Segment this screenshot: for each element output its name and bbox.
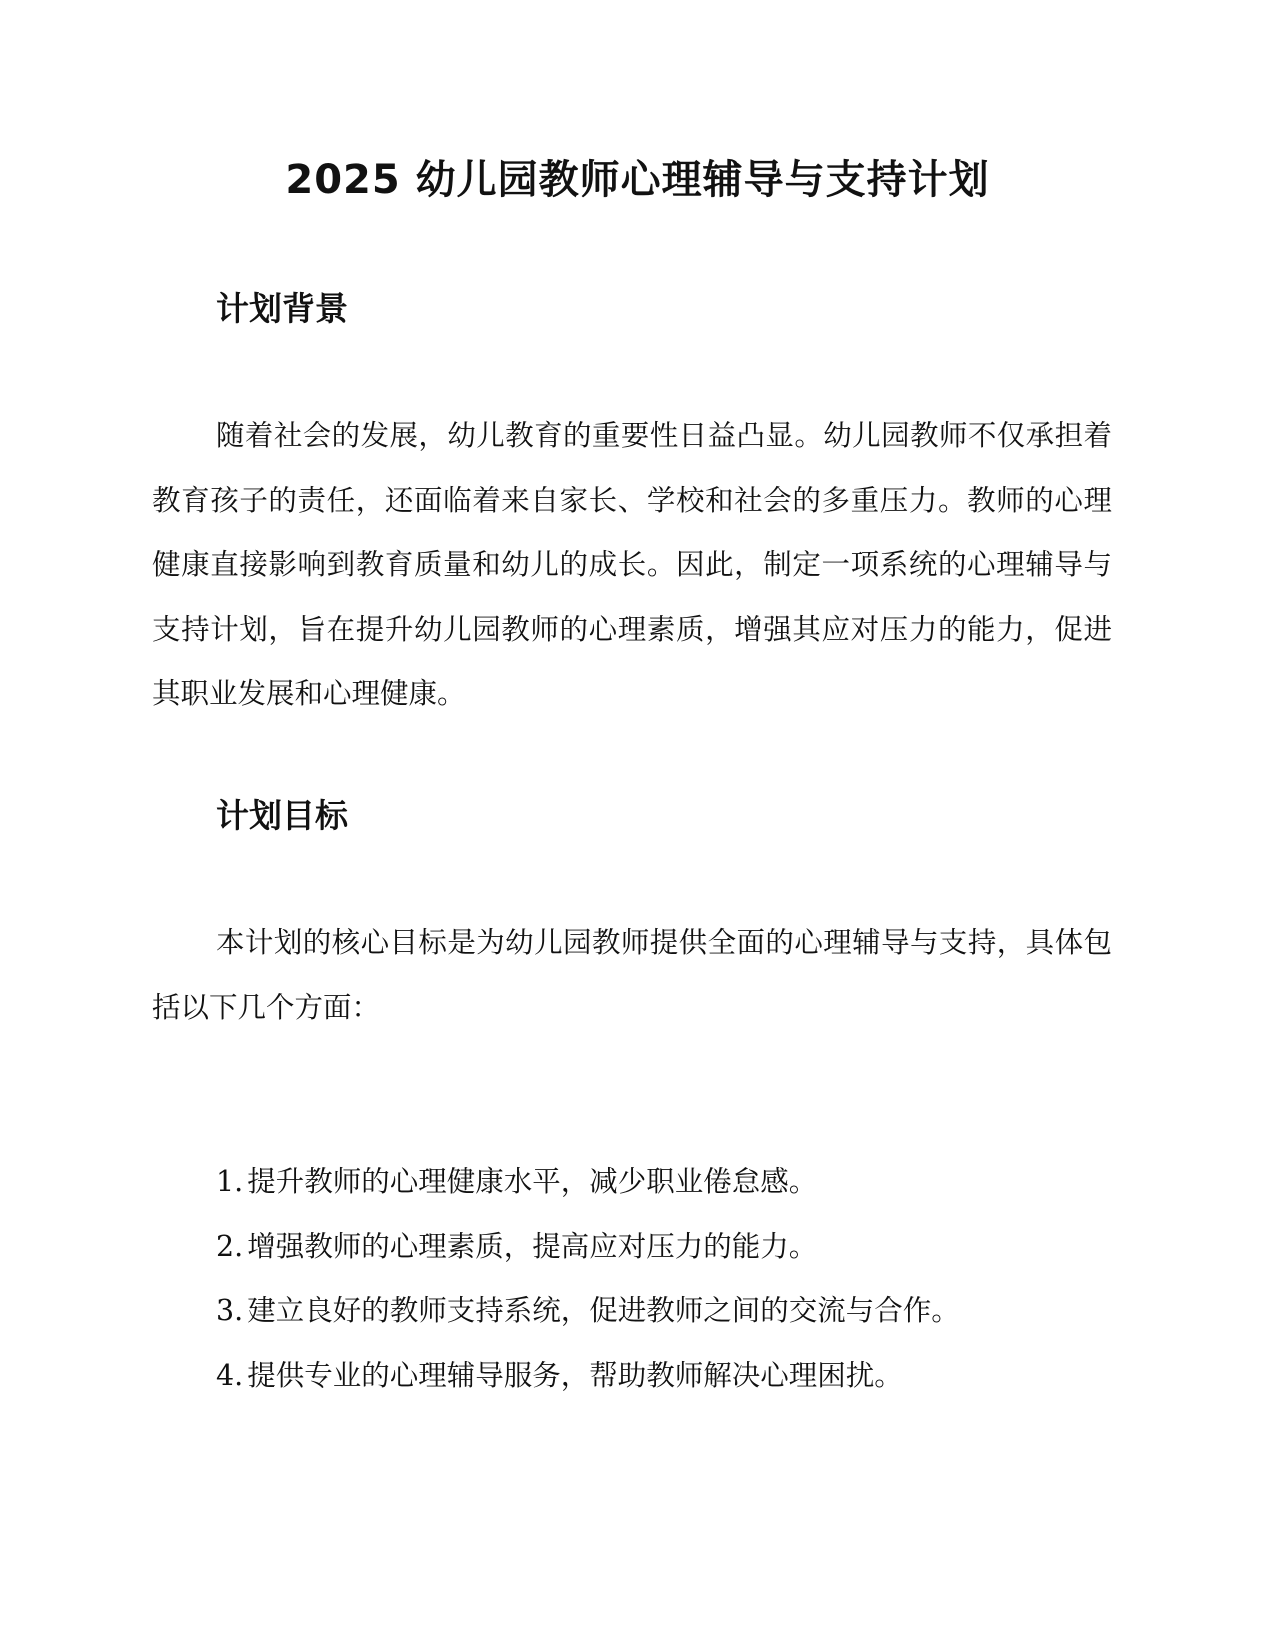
goal-text: 建立良好的教师支持系统，促进教师之间的交流与合作。 xyxy=(247,1294,960,1327)
goal-number: 4. xyxy=(216,1358,244,1392)
goal-number: 3. xyxy=(216,1294,244,1327)
goal-number: 2. xyxy=(216,1229,244,1263)
goal-number: 1. xyxy=(216,1165,244,1198)
goal-item xyxy=(216,1215,960,1280)
goal-item xyxy=(216,1279,960,1344)
document-title: 2025 幼儿园教师心理辅导与支持计划 xyxy=(285,157,990,203)
goals-list xyxy=(216,1150,960,1408)
goal-item xyxy=(216,1150,960,1215)
goal-text: 提升教师的心理健康水平，减少职业倦怠感。 xyxy=(247,1165,818,1198)
goal-item xyxy=(216,1344,960,1409)
section-heading-background: 计划背景 xyxy=(216,289,348,328)
goal-text: 提供专业的心理辅导服务，帮助教师解决心理困扰。 xyxy=(247,1358,903,1392)
background-paragraph: 随着社会的发展，幼儿教育的重要性日益凸显。幼儿园教师不仅承担着教育孩子的责任，还面临着来自家长、学校和社会的多重压力。教师的心理健康直接影响到教育质量和幼儿的成长。因此，制定一项系统的心理辅导与支持计划，旨在提升幼儿园教师的心理素质，增强其应对压力的能力，促进其职业发展和心理健康。 xyxy=(152,419,1112,710)
goals-intro-paragraph: 本计划的核心目标是为幼儿园教师提供全面的心理辅导与支持，具体包括以下几个方面： xyxy=(152,926,1112,1024)
goal-text: 增强教师的心理素质，提高应对压力的能力。 xyxy=(247,1229,818,1263)
section-heading-goals: 计划目标 xyxy=(216,796,348,835)
